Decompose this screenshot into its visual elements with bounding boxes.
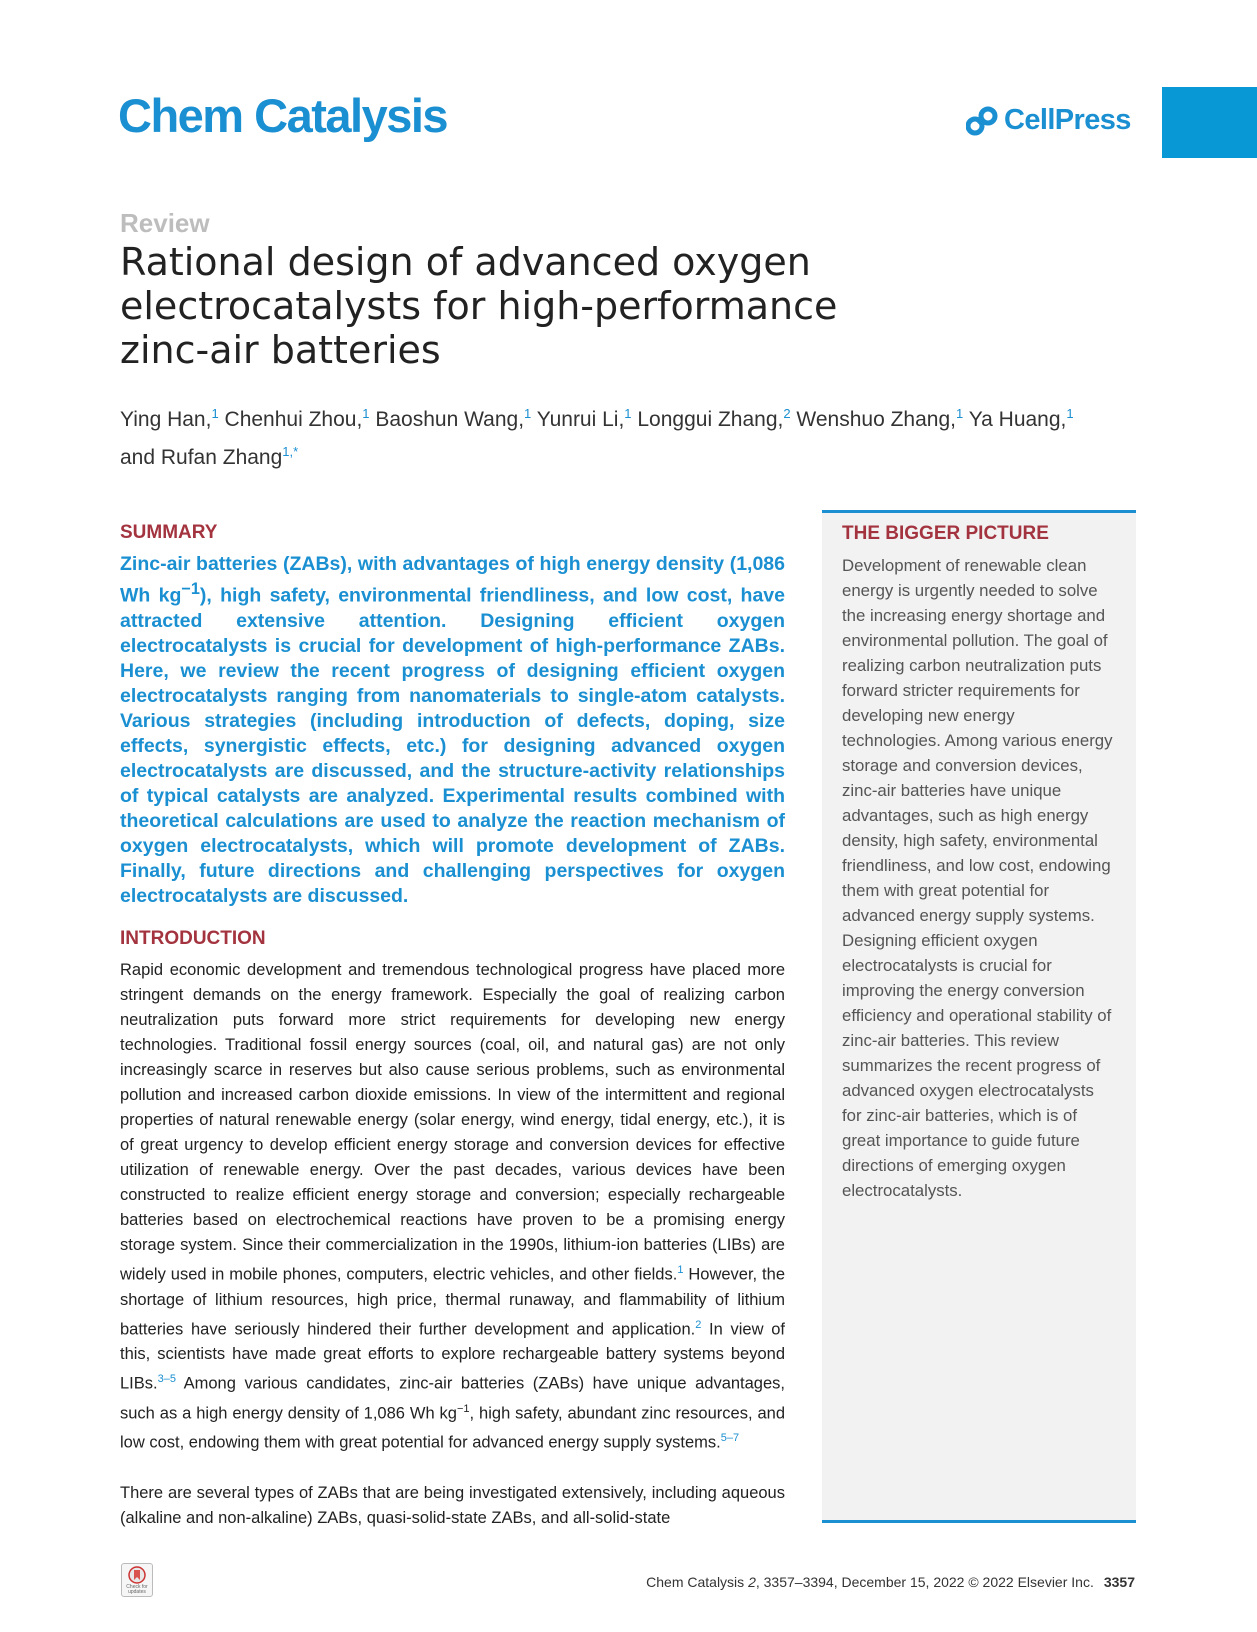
bigger-picture-text: Development of renewable clean energy is urgently needed to solve the increasing energy shortage and environmental pollution. The goal of realizing carbon neutralization puts forward stricter requirements for developing new energy technologies. Among various energy storage and conversion devices, zinc-air batteries have unique advantages, such as high energy density, high safety, environmental friendliness, and low cost, endowing them with great potential for advanced energy supply systems. Designing efficient oxygen electrocatalysts is crucial for improving the energy conversion efficiency and operational stability of zinc-air batteries. This review summarizes the recent progress of advanced oxygen electrocatalysts for zinc-air batteries, which is of great importance to guide future directions of emerging oxygen electrocatalysts. <box>842 556 1113 1200</box>
intro-paragraph-1: Rapid economic development and tremendous technological progress have placed more stringent demands on the energy framework. Especially the goal of realizing carbon neutralization puts forward more strict requirements for developing new energy technologies. Traditional fossil energy sources (coal, oil, and natural gas) are not only increasingly scarce in reserves but also cause serious problems, such as environmental pollution and increased carbon dioxide emissions. In view of the intermittent and regional properties of natural renewable energy (solar energy, wind energy, tidal energy, etc.), it is of great urgency to develop efficient energy storage and conversion devices for effective utilization of renewable energy. Over the past decades, various devices have been constructed to realize efficient energy storage and conversion; especially rechargeable batteries based on electrochemical reactions have proven to be a promising energy storage system. Since their commercialization in the 1990s, lithium-ion batteries (LIBs) are widely used in mobile phones, computers, electric vehicles, and other fields.$^1$ However, the shortage of lithium resources, high price, thermal runaway, and flammability of lithium batteries have seriously hindered their further development and application.$^2$ In view of this, scientists have made great efforts to explore rechargeable battery systems beyond LIBs.$^{3-5}$ Among various candidates, zinc-air batteries (ZABs) have unique advantages, such as a high energy density of 1,086 Wh $kg^{-1}$, high safety, abundant zinc resources, and low cost, endowing them with great potential for advanced energy supply systems.$^{5-7}$ <box>120 961 785 1452</box>
bigger-picture-heading: THE BIGGER PICTURE <box>842 523 1049 544</box>
unit-exponent: −1 <box>456 1402 470 1415</box>
footer-volume: 2 <box>748 1574 756 1590</box>
summary-text: Zinc-air batteries (ZABs), with advantages of high energy density (1,086 Wh $kg^{-1}$), high safety, environmental friendliness, and low cost, have attracted extensive attention. Designing efficient oxygen electrocatalysts is crucial for development of high-performance ZABs. Here, we review the recent progress of designing efficient oxygen electrocatalysts ranging from nanomaterials to single-atom catalysts. Various strategies (including introduction of defects, doping, size effects, synergistic effects, etc.) for designing advanced oxygen electrocatalysts are discussed, and the structure-activity relationships of typical catalysts are analyzed. Experimental results combined with theoretical calculations are used to analyze the reaction mechanism of oxygen electrocatalysts, which will promote development of ZABs. Finally, future directions and challenging perspectives for oxygen electrocatalysts are discussed. <box>120 553 785 907</box>
reference-link[interactable]: 5–7 <box>720 1432 740 1444</box>
reference-link[interactable]: 3–5 <box>157 1373 176 1385</box>
author[interactable]: Ying Han,$^1$ <box>120 406 219 431</box>
page-footer <box>646 1574 1135 1590</box>
footer-details: , 3357–3394, December 15, 2022 © 2022 Elsevier Inc. <box>755 1574 1094 1590</box>
article-type: Review <box>120 208 210 238</box>
introduction-section <box>120 928 785 1556</box>
reference-link[interactable]: 2 <box>695 1318 702 1331</box>
introduction-heading: INTRODUCTION <box>120 928 266 949</box>
author-list <box>120 398 1140 474</box>
author[interactable]: Ya Huang,$^1$ <box>968 406 1074 431</box>
cellpress-icon <box>966 106 1000 136</box>
intro-paragraph-2: There are several types of ZABs that are being investigated extensively, including aqueous (alkaline and non-alkaline) ZABs, quasi-solid-state ZABs, and all-solid-state <box>120 1483 785 1527</box>
page-number: 3357 <box>1103 1574 1135 1590</box>
author[interactable]: Wenshuo Zhang,$^1$ <box>796 406 964 431</box>
footer-journal: Chem Catalysis <box>646 1574 749 1590</box>
publisher-logo[interactable] <box>966 104 1131 137</box>
check-for-updates-icon <box>128 1566 146 1584</box>
summary-heading: SUMMARY <box>120 522 218 543</box>
journal-title: Chem Catalysis <box>118 89 448 142</box>
reference-link[interactable]: 1 <box>677 1264 684 1276</box>
bigger-picture-box <box>822 510 1136 1523</box>
author[interactable]: Yunrui Li,$^1$ <box>536 406 632 431</box>
unit-exponent: −1 <box>181 580 200 598</box>
author[interactable]: Chenhui Zhou,$^1$ <box>224 406 370 431</box>
summary-section <box>120 522 785 909</box>
author[interactable]: Baoshun Wang,$^1$ <box>375 406 532 431</box>
check-for-updates-label: Check for updates <box>126 1583 148 1595</box>
check-for-updates-button[interactable] <box>121 1563 153 1597</box>
corner-tab <box>1162 87 1257 158</box>
publisher-name: CellPress <box>1004 104 1131 136</box>
article-title: Rational design of advanced oxygen electrocatalysts for high-performance zinc-air batteries <box>120 240 838 372</box>
author[interactable]: Longgui Zhang,$^2$ <box>637 406 791 431</box>
author[interactable]: and Rufan Zhang$^{1,*}$ <box>120 444 299 469</box>
